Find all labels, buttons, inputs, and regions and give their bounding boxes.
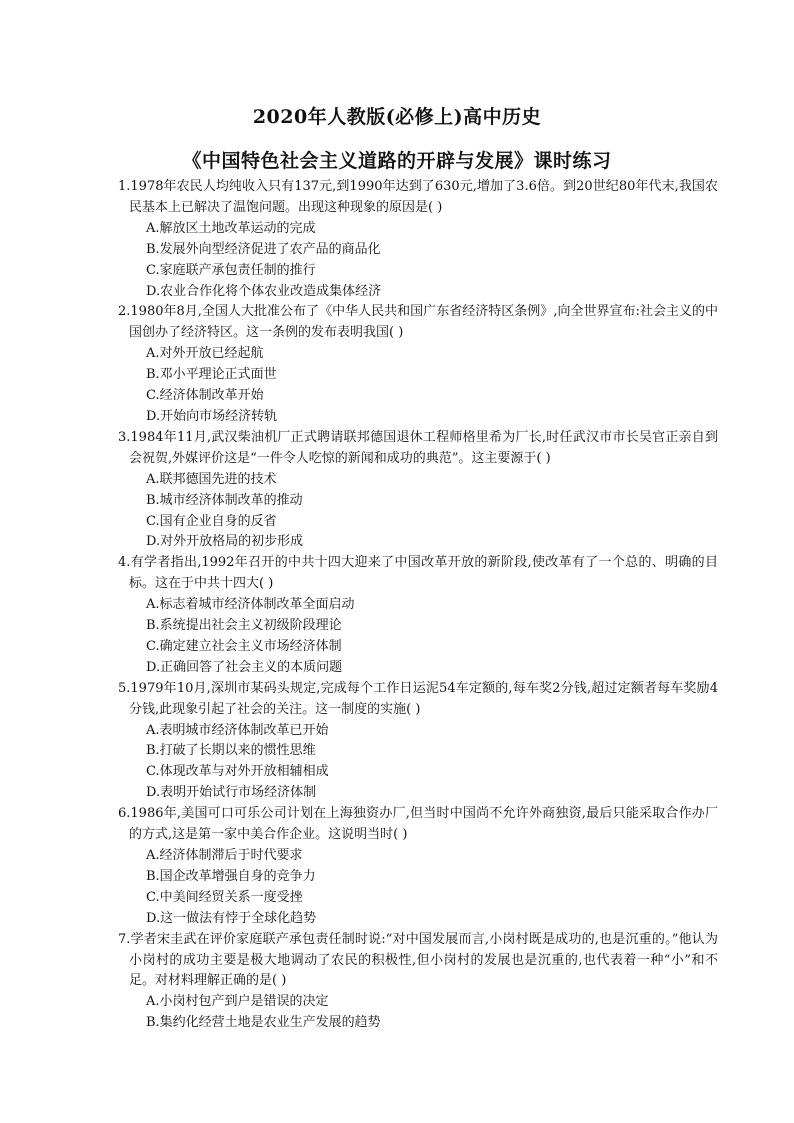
document-title: 2020年人教版(必修上)高中历史: [252, 106, 542, 128]
question-stem: 3.1984年11月,武汉柴油机厂正式聘请联邦德国退休工程师格里希为厂长,时任武汉市市长吴官正亲自到会祝贺,外媒评价这是“一件令人吃惊的新闻和成功的典范”。这主要源于( ): [118, 429, 718, 466]
option-c: C.体现改革与对外开放相辅相成: [146, 764, 329, 780]
option-a: A.解放区土地改革运动的完成: [146, 220, 316, 236]
question-stem: 1.1978年农民人均纯收入只有137元,到1990年达到了630元,增加了3.6倍。到20世纪80年代末,我国农民基本上已解决了温饱问题。出现这种现象的原因是( ): [118, 179, 718, 215]
question-2: [118, 302, 718, 427]
option-d: D.表明开始试行市场经济体制: [146, 785, 317, 801]
question-3: [118, 428, 718, 553]
option-c: C.确定建立社会主义市场经济体制: [146, 638, 342, 654]
question-5: [118, 679, 718, 804]
option-a: A.联邦德国先进的技术: [146, 471, 277, 487]
option-a: A.对外开放已经起航: [146, 346, 264, 362]
question-stem: 2.1980年8月,全国人大批准公布了《中华人民共和国广东省经济特区条例》,向全世界宣布:社会主义的中国创办了经济特区。这一条例的发布表明我国( ): [118, 304, 718, 341]
question-stem: 4.有学者指出,1992年召开的中共十四大迎来了中国改革开放的新阶段,使改革有了一个总的、明确的目标。这在于中共十四大( ): [118, 555, 718, 592]
option-list: [118, 470, 718, 554]
question-list: [118, 177, 718, 1034]
option-list: [118, 219, 718, 303]
option-d: D.开始向市场经济转轨: [146, 408, 278, 424]
option-b: B.城市经济体制改革的推动: [146, 492, 303, 508]
option-a: A.标志着城市经济体制改革全面启动: [146, 597, 355, 613]
option-c: C.家庭联产承包责任制的推行: [146, 262, 316, 278]
option-list: [118, 721, 718, 805]
question-7: [118, 930, 718, 1035]
question-stem: 6.1986年,美国可口可乐公司计划在上海独资办厂,但当时中国尚不允许外商独资,最后只能采取合作办厂的方式,这是第一家中美合作企业。这说明当时( ): [118, 806, 718, 843]
question-stem: 7.学者宋圭武在评价家庭联产承包责任制时说:“对中国发展而言,小岗村既是成功的,也是沉重的。”他认为小岗村的成功主要是极大地调动了农民的积极性,但小岗村的发展也是沉重的,也代表着一种“小”和不足。对材料理解正确的是( ): [118, 931, 718, 989]
option-b: B.国企改革增强自身的竞争力: [146, 868, 316, 884]
option-d: D.对外开放格局的初步形成: [146, 534, 304, 550]
question-4: [118, 553, 718, 678]
option-list: [118, 846, 718, 930]
question-stem: 5.1979年10月,深圳市某码头规定,完成每个工作日运泥54车定额的,每车奖2分钱,超过定额者每车奖励4分钱,此现象引起了社会的关注。这一制度的实施( ): [118, 680, 718, 717]
option-a: A.经济体制滞后于时代要求: [146, 848, 303, 863]
option-a: A.小岗村包产到户是错误的决定: [146, 994, 329, 1010]
option-b: B.系统提出社会主义初级阶段理论: [146, 618, 342, 634]
option-c: C.经济体制改革开始: [146, 388, 264, 404]
option-d: D.这一做法有悖于全球化趋势: [146, 910, 317, 926]
document-subtitle: 《中国特色社会主义道路的开辟与发展》课时练习: [182, 150, 612, 172]
option-b: B.集约化经营土地是农业生产发展的趋势: [146, 1015, 381, 1031]
option-list: [118, 595, 718, 679]
option-d: D.农业合作化将个体农业改造成集体经济: [146, 283, 382, 299]
option-b: B.打破了长期以来的惯性思维: [146, 743, 316, 759]
option-c: C.国有企业自身的反省: [146, 513, 277, 529]
option-b: B.发展外向型经济促进了农产品的商品化: [146, 241, 381, 257]
question-1: [118, 177, 718, 302]
option-a: A.表明城市经济体制改革已开始: [146, 722, 329, 738]
option-c: C.中美间经贸关系一度受挫: [146, 889, 303, 905]
option-b: B.邓小平理论正式面世: [146, 367, 277, 383]
option-list: [118, 992, 718, 1034]
option-list: [118, 344, 718, 428]
question-6: [118, 804, 718, 929]
option-d: D.正确回答了社会主义的本质问题: [146, 659, 343, 675]
